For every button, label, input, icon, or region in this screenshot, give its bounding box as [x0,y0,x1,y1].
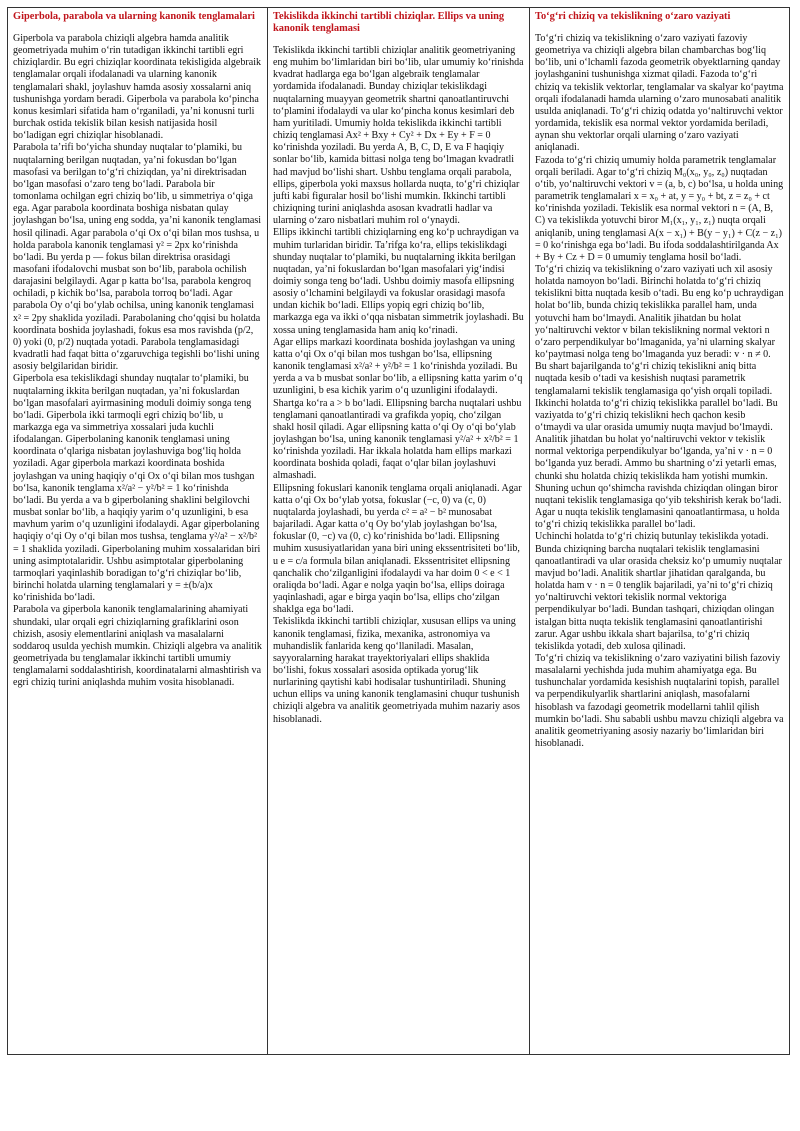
paragraph: Parabola va giperbola kanonik tenglamalarining ahamiyati shundaki, ular orqali egri chiziqlarning grafiklarini oson chizish, asosiy elementlarini aniqlash va masalalarni soddaroq usulda yechish mumkin. Chiziqli algebra va analitik geometriyada bu tenglamalar ikkinchi tartibli umumiy tenglamalarni soddalashtirish, koordinatalarni almashtirish va egri chiziq turini aniqlashda muhim vosita hisoblanadi. [13,604,262,689]
paragraph: Giperbola va parabola chiziqli algebra hamda analitik geometriyada muhim o‘rin tutadigan ikkinchi tartibli egri chiziqlardir. Bu egri chiziqlar koordinata tekisligida algebraik tenglamalar orqali ifodalanadi va ularning kanonik tenglamalari shakl, joylashuv hamda asosiy xossalarni aniq tushunishga yordam beradi. Giperbola va parabola ko‘pincha konus kesimlari sifatida ham o‘rganiladi, ya’ni konusni turli burchak ostida tekislik bilan kesish natijasida hosil bo‘ladigan egri chiziqlar hisoblanadi. [13,33,262,142]
paragraph: Tekislikdа ikkinchi tartibli chiziqlar, xususan ellips va uning kanonik tenglamasi, fizika, mexanika, astronomiya va muhandislik fanlarida keng qo‘llaniladi. Masalan, sayyoralarning harakat trayektoriyalari ellips shaklida bo‘lishi, fokus xossalari asosida optikada yorug‘lik nurlarining qaytishi kabi hodisalar tushuntiriladi. Shuning uchun ellips va uning kanonik tenglamasini chuqur tushunish chiziqli algebra va analitik geometriyada muhim nazariy asos hisoblanadi. [273,616,520,725]
paragraph: Uchinchi holatda to‘g‘ri chiziq butunlay tekislikda yotadi. Bunda chiziqning barcha nuqtalari tekislik tenglamasini qanoatlantiradi va ular orasida cheksiz ko‘p umumiy nuqtalar mavjud bo‘ladi. Analitik shartlar jihatidan qaralganda, bu holatda ham v · n = 0 tenglik bajariladi, ya’ni to‘g‘ri chiziq yo‘naltiruvchi vektori tekislik normal vektoriga perpendikulyar bo‘ladi. Bundan tashqari, chiziqdan olingan istalgan bitta nuqta tekislik tenglamasini qanoatlantirishi zarur. Agar ushbu ikkala shart bajarilsa, to‘g‘ri chiziq tekislikda yotadi, deb xulosa qilinadi. [535,531,782,652]
paragraph: Fazoda to‘g‘ri chiziq umumiy holda parametrik tenglamalar orqali beriladi. Agar to‘g‘ri chiziq M₀(x₀, y₀, z₀) nuqtadan o‘tib, yo‘naltiruvchi vektori v = (a, b, c) bo‘lsa, u holda uning parametrik tenglamalari x = x₀ + at, y = y₀ + bt, z = z₀ + ct ko‘rinishda yoziladi. Tekislik esa normal vektori n = (A, B, C) va tekislikda yotuvchi biror M₁(x₁, y₁, z₁) nuqta orqali aniqlanib, uning tenglamasi A(x − x₁) + B(y − y₁) + C(z − z₁) = 0 ko‘rinishga ega bo‘ladi. Bu ifoda soddalashtirilganda Ax + By + Cz + D = 0 umumiy tenglama hosil bo‘ladi. [535,154,784,263]
paragraph: Ellipsning fokuslari kanonik tenglama orqali aniqlanadi. Agar katta o‘qi Ox bo‘ylab yotsa, fokuslar (−c, 0) va (c, 0) nuqtalarda joylashadi, bu yerda c² = a² − b² munosabat bajariladi. Agar katta o‘q Oy bo‘ylab joylashgan bo‘lsa, fokuslar (0, −c) va (0, c) ko‘rinishida bo‘ladi. Ellipsning muhim xususiyatlaridan yana biri uning ekssentrisiteti bo‘lib, u e = c/a formula bilan aniqlanadi. Ekssentrisitet ellipsning qanchalik cho‘zilganligini ifodalaydi va har doim 0 < e < 1 oraliqda bo‘ladi. Agar e nolga yaqin bo‘lsa, ellips doiraga yaqinlashadi, agar e birga yaqin bo‘lsa, ellips cho‘zilgan shaklga ega bo‘ladi. [273,482,522,616]
paragraph: Ikkinchi holatda to‘g‘ri chiziq tekislikka parallel bo‘ladi. Bu vaziyatda to‘g‘ri chiziq tekislikni hech qachon kesib o‘tmaydi va ular orasida umumiy nuqta mavjud bo‘lmaydi. Analitik jihatdan bu holat yo‘naltiruvchi vektor v tekislik normal vektoriga perpendikulyar bo‘lganda, ya’ni v · n = 0 bo‘lganda yuz beradi. Ammo bu shartning o‘zi yetarli emas, chunki shu holatda chiziq tekislikda ham yotishi mumkin. Shuning uchun qo‘shimcha ravishda chiziqdan olingan biror nuqtani tekislik tenglamasiga qo‘yib tekshirish kerak bo‘ladi. Agar u nuqta tekislik tenglamasini qanoatlantirmasa, u holda to‘g‘ri chiziq tekislikka parallel bo‘ladi. [535,397,782,531]
column-ellipse [268,8,530,1054]
document-page [7,7,790,1055]
paragraph: To‘g‘ri chiziq va tekislikning o‘zaro vaziyatini bilish fazoviy masalalarni yechishda juda muhim ahamiyatga ega. Bu tushunchalar yordamida kesishish nuqtalarini topish, parallel va perpendikulyarlik shartlarini aniqlash, masofalarni hisoblash va fazodagi geometrik modellarni tahlil qilish mumkin bo‘ladi. Shu sababli ushbu mavzu chiziqli algebra va analitik geometriyaning asosiy nazariy bo‘limlaridan biri hisoblanadi. [535,652,784,750]
column-title: Giperbola, parabola va ularning kanonik tenglamalari [13,11,255,22]
column-line-plane [530,8,789,1054]
paragraph: Agar ellips markazi koordinata boshida joylashgan va uning katta o‘qi Ox o‘qi bilan mos tushgan bo‘lsa, ellipsning kanonik tenglamasi x²/a² + y²/b² = 1 ko‘rinishda yoziladi. Bu yerda a va b musbat sonlar bo‘lib, a ellipsning katta yarim o‘q uzunligini, b esa kichik yarim o‘q uzunligini ifodalaydi. Shartga ko‘ra a > b bo‘ladi. Ellipsning barcha nuqtalari ushbu tenglamani qanoatlantiradi va grafikda yopiq, cho‘zilgan shakl hosil qiladi. Agar ellipsning katta o‘qi Oy o‘qi bo‘ylab joylashgan bo‘lsa, uning kanonik tenglamasi y²/a² + x²/b² = 1 ko‘rinishda yoziladi. Har ikkala holatda ham ellips markazi koordinata boshida qoladi, faqat o‘qlar bilan joylashuvi almashadi. [273,336,523,482]
paragraph: To‘g‘ri chiziq va tekislikning o‘zaro vaziyati fazoviy geometriya va chiziqli algebra bilan chambarchas bog‘liq bo‘lib, uni o‘lchamli fazoda geometrik obyektlarning qanday joylashganini tushunishga xizmat qiladi. Fazoda to‘g‘ri chiziq va tekislik vektorlar, tenglamalar va skalyar ko‘paytma orqali ifodalanadi hamda ularning o‘zaro munosabati analitik usulda aniqlanadi. To‘g‘ri chiziq odatda yo‘naltiruvchi vektor yordamida, tekislik esa normal vektor yordamida beriladi, aynan shu vektorlar orqali ularning o‘zaro vaziyati aniqlanadi. [535,33,784,154]
paragraph: Ellips ikkinchi tartibli chiziqlarning eng ko‘p uchraydigan va muhim turlaridan biridir. Ta’rifga ko‘ra, ellips tekislikdagi shunday nuqtalar to‘plamiki, bu nuqtalarning ikkita berilgan nuqtadan, ya’ni fokuslardan bo‘lgan masofalari yig‘indisi doimiy songa teng bo‘ladi. Ushbu doimiy masofa ellipsning asosiy o‘lchamini belgilaydi va fokuslar orasidagi masofa undan kichik bo‘ladi. Ellips yopiq egri chiziq bo‘lib, markazga ega va ikki o‘qqa nisbatan simmetrik joylashadi. Bu xossa uning tenglamasida ham aniq ko‘rinadi. [273,227,524,336]
paragraph: To‘g‘ri chiziq va tekislikning o‘zaro vaziyati uch xil asosiy holatda namoyon bo‘ladi. Birinchi holatda to‘g‘ri chiziq tekislikni bitta nuqtada kesib o‘tadi. Bu eng ko‘p uchraydigan holat bo‘lib, bunda chiziq tekislikka parallel ham, unda yotuvchi ham bo‘lmaydi. Analitik jihatdan bu holat yo‘naltiruvchi vektor v bilan tekislikning normal vektori n o‘zaro perpendikulyar bo‘lmaganida, ya’ni ularning skalyar ko‘paytmasi nolga teng bo‘lmaganda yuz beradi: v · n ≠ 0. Bu shart bajarilganda to‘g‘ri chiziq tekislikni aniq bitta nuqtada kesib o‘tadi va kesishish nuqtasi parametrik tenglamalarni tekislik tenglamasiga qo‘yish orqali topiladi. [535,263,784,397]
column-hyperbola-parabola [8,8,268,1054]
paragraph: Tekislikda ikkinchi tartibli chiziqlar analitik geometriyaning eng muhim bo‘limlaridan biri bo‘lib, ular umumiy ko‘rinishda kvadrat hadlarga ega bo‘lgan algebraik tenglamalar yordamida ifodalanadi. Bunday chiziqlar tekislikdagi nuqtalarning muayyan geometrik shartni qanoatlantiruvchi to‘plamini ifodalaydi va ular ko‘pincha konus kesimlari deb ham yuritiladi. Umumiy holda tekislikda ikkinchi tartibli chiziq tenglamasi Ax² + Bxy + Cy² + Dx + Ey + F = 0 ko‘rinishda yoziladi. Bu yerda A, B, C, D, E va F haqiqiy sonlar bo‘lib, kamida bittasi nolga teng bo‘lmagan kvadratli had mavjud bo‘lishi shart. Ushbu tenglama orqali parabola, ellips, giperbola yoki maxsus hollarda nuqta, to‘g‘ri chiziqlar jufti kabi figuralar hosil bo‘lishi mumkin. Ikkinchi tartibli chiziqning turini aniqlashda asosan kvadratli hadlar va ularning o‘zaro nisbatlari muhim rol o‘ynaydi. [273,45,524,227]
paragraph: Parabola ta’rifi bo‘yicha shunday nuqtalar to‘plamiki, bu nuqtalarning berilgan nuqtadan, ya’ni fokusdan bo‘lgan masofasi va berilgan to‘g‘ri chiziqdan, ya’ni direktrisadan bo‘lgan masofasi o‘zaro teng bo‘ladi. Parabola bir tomonlama ochilgan egri chiziq bo‘lib, u simmetriya o‘qiga ega. Agar parabola koordinata boshiga nisbatan qulay joylashgan bo‘lsa, uning eng sodda, ya’ni kanonik tenglamasi hosil qilinadi. Agar parabola o‘qi Ox o‘qi bilan mos tushsa, u holda parabola kanonik tenglamasi y² = 2px ko‘rinishda bo‘ladi. Bu yerda p — fokus bilan direktrisa orasidagi masofani ifodalovchi musbat son bo‘lib, parabola ochilish darajasini belgilaydi. Agar p katta bo‘lsa, parabola kengroq ochiladi, p kichik bo‘lsa, parabola torroq bo‘ladi. Agar parabola Oy o‘qi bo‘ylab ochilsa, uning kanonik tenglamasi x² = 2py shaklida yoziladi. Parabolaning cho‘qqisi bu holatda koordinata boshida joylashadi, fokus esa mos ravishda (p/2, 0) yoki (0, p/2) nuqtada yotadi. Parabola tenglamasidagi kvadratli had faqat bitta o‘zgaruvchiga tegishli bo‘lishi uning asosiy belgilaridan biridir. [13,142,262,373]
column-title: To‘g‘ri chiziq va tekislikning o‘zaro vaziyati [535,11,731,22]
column-title: Tekislikda ikkinchi tartibli chiziqlar. Ellips va uning kanonik tenglamasi [273,11,505,34]
paragraph: Giperbola esa tekislikdagi shunday nuqtalar to‘plamiki, bu nuqtalarning ikkita berilgan nuqtadan, ya’ni fokuslardan bo‘lgan masofalari ayirmasining moduli doimiy songa teng bo‘ladi. Giperbola ikki tarmoqli egri chiziq bo‘lib, u markazga ega va simmetriya xossalari juda kuchli ifodalangan. Giperbolaning kanonik tenglamasi uning koordinata o‘qlariga nisbatan joylashuviga bog‘liq holda yoziladi. Agar giperbola markazi koordinata boshida joylashgan va uning haqiqiy o‘qi Ox o‘qi bilan mos tushgan bo‘lsa, kanonik tenglama x²/a² − y²/b² = 1 ko‘rinishda bo‘ladi. Bu yerda a va b giperbolaning shaklini belgilovchi musbat sonlar bo‘lib, a haqiqiy yarim o‘q uzunligini, b esa mavhum yarim o‘q uzunligini ifodalaydi. Agar giperbolaning haqiqiy o‘qi Oy o‘qi bilan mos tushsa, tenglama y²/a² − x²/b² = 1 shaklida yoziladi. Giperbolaning muhim xossalaridan biri uning asimptotalaridir. Ushbu asimptotalar giperbolaning tarmoqlari yaqinlashib boradigan to‘g‘ri chiziqlar bo‘lib, birinchi holatda ularning tenglamalari y = ±(b/a)x ko‘rinishida bo‘ladi. [13,373,261,604]
